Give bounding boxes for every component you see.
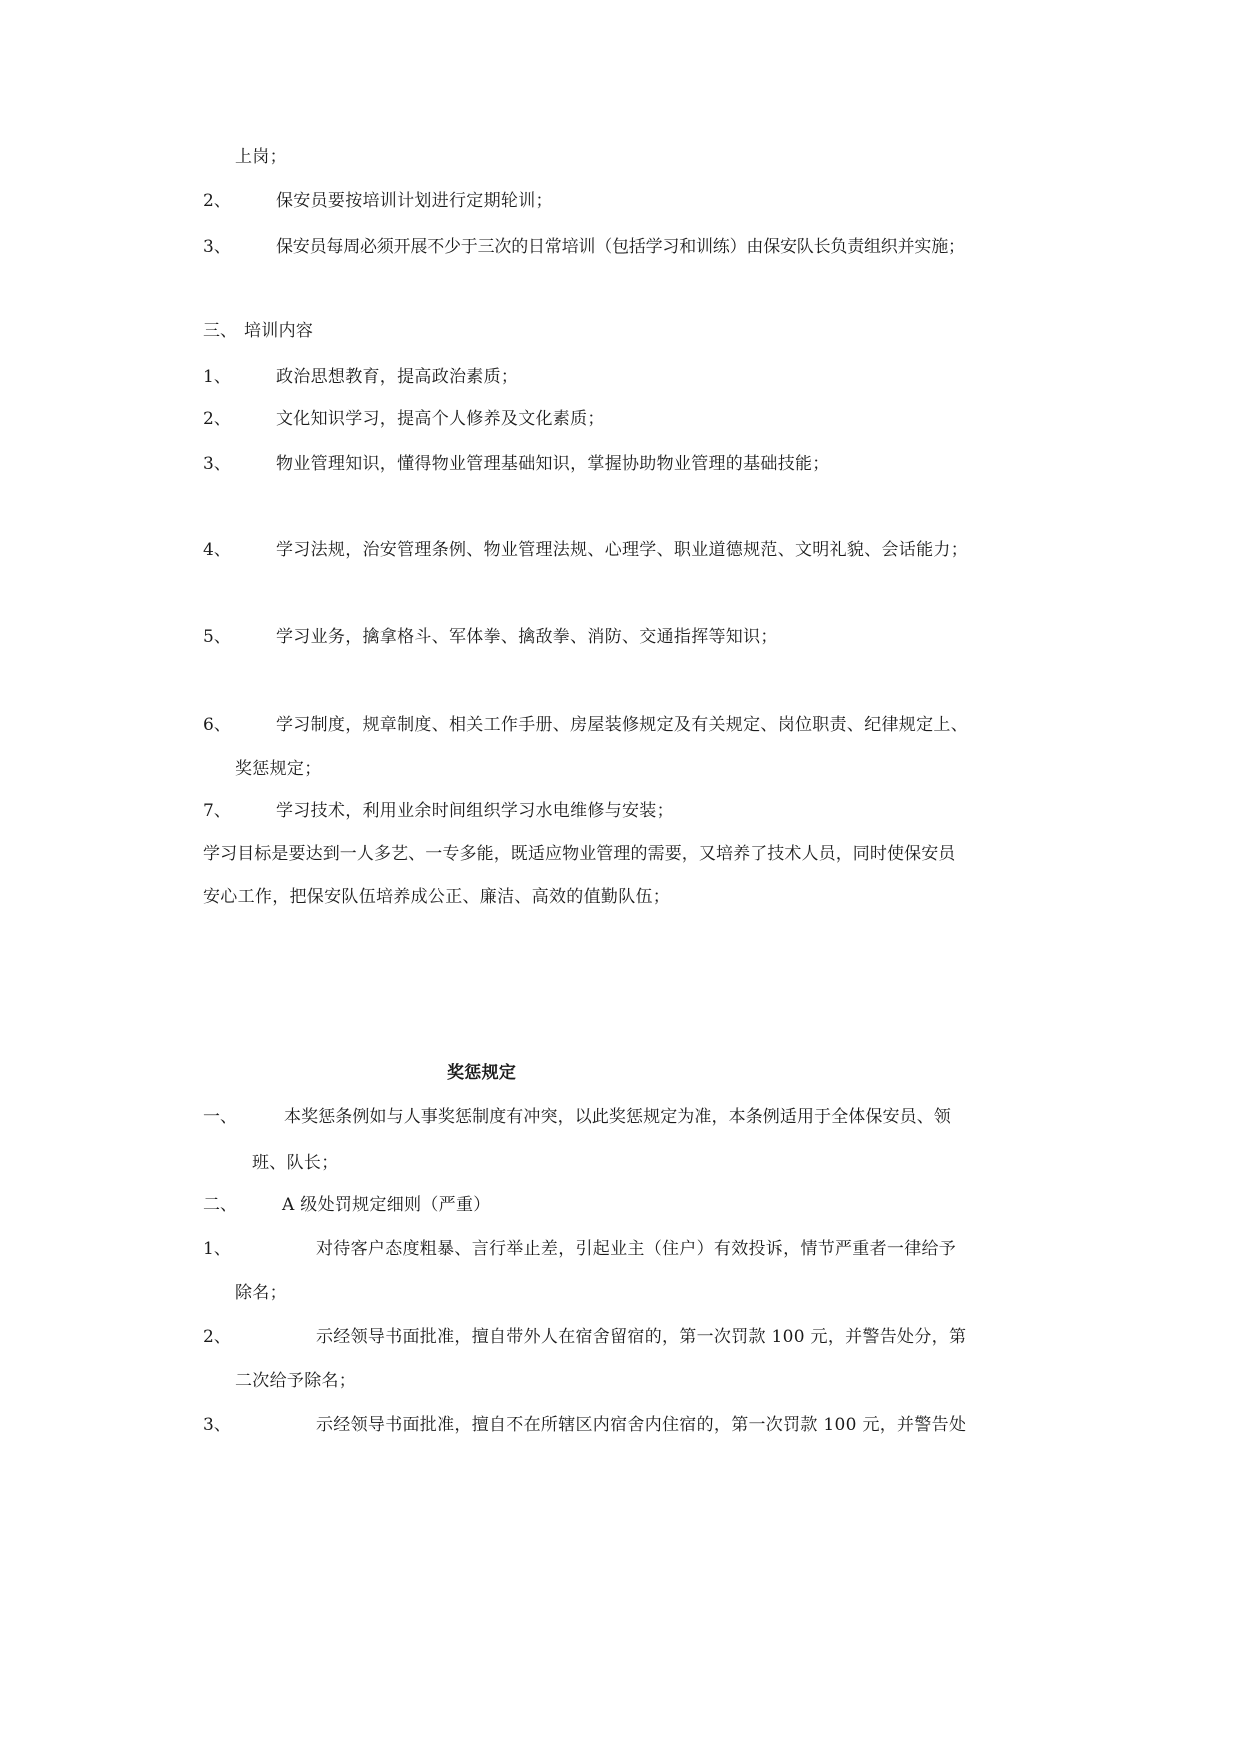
- list-item: 示经领导书面批准，擅自不在所辖区内宿舍内住宿的，第一次罚款 100 元，并警告处: [316, 1415, 967, 1435]
- continuation-line: 奖惩规定；: [235, 759, 322, 779]
- list-item: 政治思想教育，提高政治素质；: [276, 367, 519, 387]
- section-title: 奖惩规定: [447, 1063, 517, 1083]
- section-heading: 培训内容: [244, 321, 314, 341]
- paragraph-line: 本奖惩条例如与人事奖惩制度有冲突，以此奖惩规定为准，本条例适用于全体保安员、领: [284, 1107, 951, 1127]
- list-number: 1、: [203, 367, 231, 387]
- list-item: 物业管理知识，懂得物业管理基础知识，掌握协助物业管理的基础技能；: [276, 454, 830, 474]
- list-number: 1、: [203, 1239, 231, 1259]
- list-item: 保安员要按培训计划进行定期轮训；: [276, 191, 553, 211]
- section-number: 二、: [203, 1195, 237, 1215]
- list-number: 2、: [203, 1327, 231, 1347]
- list-number: 3、: [203, 1415, 231, 1435]
- paragraph-line: 学习目标是要达到一人多艺、一专多能，既适应物业管理的需要，又培养了技术人员，同时使保安员: [203, 844, 956, 864]
- section-number: 三、: [203, 321, 237, 341]
- list-item: 示经领导书面批准，擅自带外人在宿舍留宿的，第一次罚款 100 元，并警告处分，第: [316, 1327, 967, 1347]
- list-item: 文化知识学习，提高个人修养及文化素质；: [276, 409, 605, 429]
- section-number: 一、: [203, 1107, 237, 1127]
- continuation-line: 除名；: [235, 1283, 287, 1303]
- continuation-line: 上岗；: [235, 147, 287, 167]
- list-item: 对待客户态度粗暴、言行举止差，引起业主（住户）有效投诉，情节严重者一律给予: [316, 1239, 957, 1259]
- list-number: 2、: [203, 191, 231, 211]
- list-number: 3、: [203, 454, 231, 474]
- section-heading: A 级处罚规定细则（严重）: [282, 1195, 491, 1215]
- list-number: 7、: [203, 801, 231, 821]
- list-number: 2、: [203, 409, 231, 429]
- paragraph-line: 安心工作，把保安队伍培养成公正、廉洁、高效的值勤队伍；: [203, 887, 671, 907]
- continuation-line: 二次给予除名；: [235, 1371, 357, 1391]
- list-number: 5、: [203, 627, 231, 647]
- list-number: 4、: [203, 540, 231, 560]
- list-item: 学习技术，利用业余时间组织学习水电维修与安装；: [276, 801, 674, 821]
- list-item: 学习制度，规章制度、相关工作手册、房屋装修规定及有关规定、岗位职责、纪律规定上、: [276, 715, 968, 735]
- list-item: 保安员每周必须开展不少于三次的日常培训（包括学习和训练）由保安队长负责组织并实施；: [276, 237, 965, 257]
- list-number: 6、: [203, 715, 231, 735]
- continuation-line: 班、队长；: [252, 1153, 339, 1173]
- list-item: 学习业务，擒拿格斗、军体拳、擒敌拳、消防、交通指挥等知识；: [276, 627, 778, 647]
- list-item: 学习法规，治安管理条例、物业管理法规、心理学、职业道德规范、文明礼貌、会话能力；: [276, 540, 968, 560]
- list-number: 3、: [203, 237, 231, 257]
